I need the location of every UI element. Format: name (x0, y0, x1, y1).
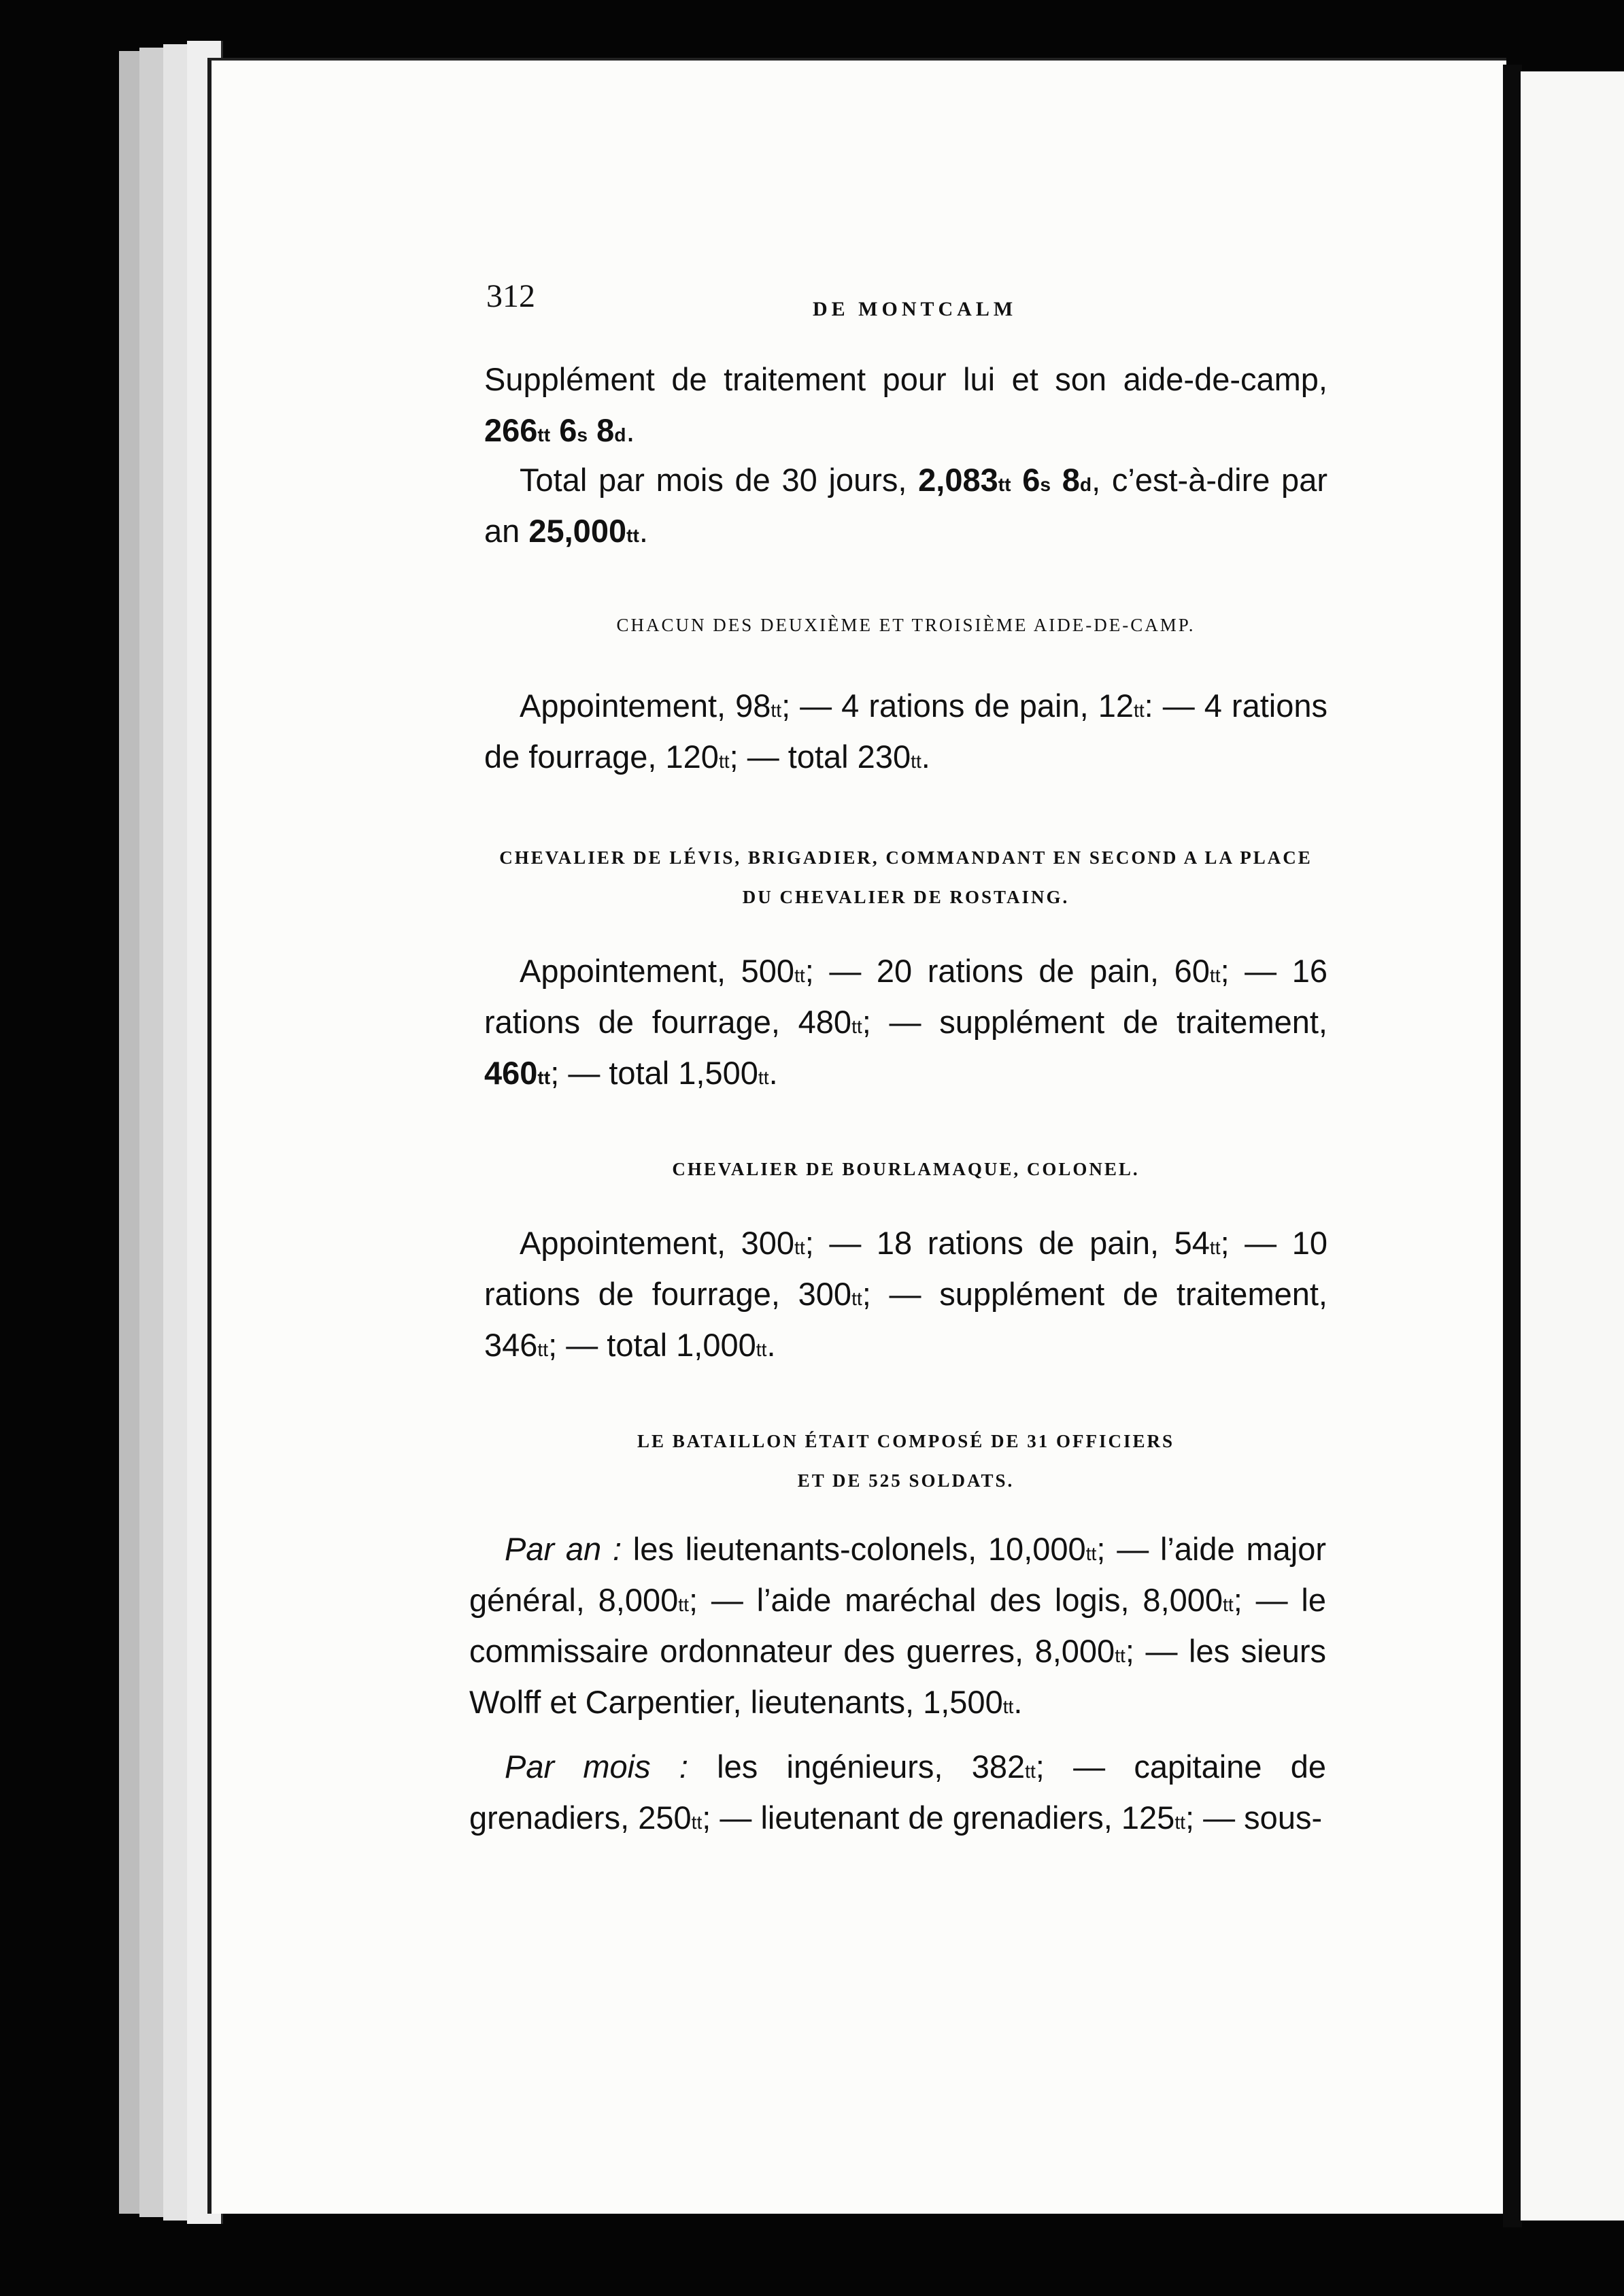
page-number: 312 (486, 278, 535, 314)
heading-line: CHACUN DES DEUXIÈME ET TROISIÈME AIDE-DE-CAMP. (616, 615, 1196, 635)
book-gutter (1503, 65, 1522, 2227)
heading-line: ET DE 525 SOLDATS. (797, 1470, 1015, 1491)
paragraph-text: Appointement, $500^{tt}$; — 20 rations de pain, $60^{tt}$; — 16 rations de fourrage, $480^{tt}$; — supplément de traitement, $460^{tt}$; — total $1,500^{tt}$. (484, 953, 1327, 1091)
paragraph-text: Appointement, $300^{tt}$; — 18 rations de pain, $54^{tt}$; — 10 rations de fourrage, $300^{tt}$; — supplément de traitement, $346^{tt}$; — total $1,000^{tt}$. (484, 1225, 1327, 1363)
paragraph (469, 1523, 1326, 1727)
paragraph (484, 454, 1327, 556)
paragraph (484, 1217, 1327, 1370)
heading-line: CHEVALIER DE LÉVIS, BRIGADIER, COMMANDANT EN SECOND A LA PLACE (499, 847, 1313, 868)
section-heading (484, 838, 1327, 917)
heading-line: DU CHEVALIER DE ROSTAING. (742, 887, 1070, 907)
section-heading (484, 1149, 1327, 1189)
paragraph-text: Par an : les lieutenants-colonels, $10,000^{tt}$; — l’aide major général, $8,000^{tt}$; — l’aide maréchal des logis, $8,000^{tt}$; — le commissaire ordonnateur des guerres, $8,000^{tt}$; — les sieurs Wolff et Carpentier, lieutenants, $1,500^{tt}$. (469, 1531, 1327, 1720)
paragraph-text: Par mois : les ingénieurs, $382^{tt}$; — capitaine de grenadiers, $250^{tt}$; — lieutenant de grenadiers, $125^{tt}$; — sous- (469, 1749, 1326, 1836)
paragraph-text: Appointement, $98^{tt}$; — 4 rations de pain, $12^{tt}$: — 4 rations de fourrage, $120^{tt}$; — total $230^{tt}$. (484, 688, 1327, 775)
paragraph (469, 1741, 1326, 1843)
heading-line: CHEVALIER DE BOURLAMAQUE, COLONEL. (672, 1159, 1140, 1179)
heading-line: LE BATAILLON ÉTAIT COMPOSÉ DE 31 OFFICIERS (637, 1431, 1175, 1451)
paragraph (484, 354, 1327, 456)
running-title: DE MONTCALM (813, 298, 1017, 320)
section-heading (484, 605, 1327, 645)
section-heading (484, 1421, 1327, 1500)
paragraph (484, 945, 1327, 1098)
paragraph (484, 680, 1327, 782)
facing-page (1521, 71, 1624, 2221)
paragraph-text: Supplément de traitement pour lui et son aide-de-camp, $266^{tt}$ 6$^s$ 8$^d$. (484, 361, 1327, 448)
paragraph-text: Total par mois de 30 jours, $2,083^{tt}$ 6$^s$ 8$^d$, c’est-à-dire par an $25,000^{tt}$. (484, 462, 1327, 549)
